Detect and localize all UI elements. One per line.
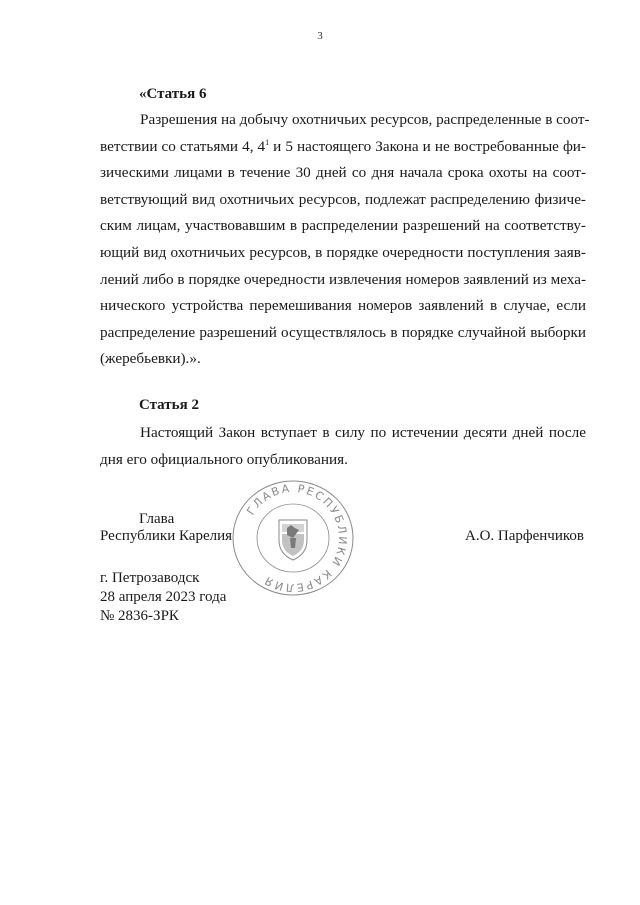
svg-text:ГЛАВА РЕСПУБЛИКИ КАРЕЛИЯ: ГЛАВА РЕСПУБЛИКИ КАРЕЛИЯ [244,481,350,595]
article-2-line: Настоящий Закон вступает в силу по истечении десяти дней после [140,424,586,441]
superscript: 1 [265,137,270,147]
signatory-name: А.О. Парфенчиков [465,528,584,544]
signatory-title-line1: Глава [139,511,175,527]
article-6-line: ющий вид охотничьих ресурсов, в порядке очередности поступления заяв- [100,243,586,261]
article-6-heading: «Статья 6 [139,86,207,102]
article-2-line: дня его официального опубликования. [100,450,348,468]
city: г. Петрозаводск [100,570,200,586]
document-number: № 2836-ЗРК [100,608,179,624]
article-6-line: распределение разрешений осуществлялось в порядке случайной выборки [100,323,586,341]
article-6-line: зическими лицами в течение 30 дней со дня начала срока охоты на соот- [100,164,586,182]
date: 28 апреля 2023 года [100,589,227,605]
document-meta [100,569,226,626]
article-6-line: нического устройства перемешивания номеров заявлений в случае, если [100,297,586,315]
signatory-title-line2: Республики Карелия [100,528,233,544]
article-6-line: Разрешения на добычу охотничьих ресурсов, распределенные в соот- [140,111,590,128]
official-seal-stamp [229,478,357,598]
article-6-body [100,107,590,373]
article-6-line: ветствующий вид охотничьих ресурсов, подлежат распределению физиче- [100,190,586,208]
article-6-line: лений либо в порядке очередности извлечения номеров заявлений из меха- [100,270,586,288]
page-number: 3 [317,30,323,42]
article-2-body [100,420,586,473]
article-2-heading: Статья 2 [139,397,199,413]
article-6-line: ским лицам, участвовавшим в распределении разрешений на соответству- [100,217,586,235]
article-6-line: ветствии со статьями 4, $4^1$ и 5 настоящего Закона и не востребованные фи- [100,137,586,155]
article-6-line: (жеребьевки).». [100,350,201,368]
